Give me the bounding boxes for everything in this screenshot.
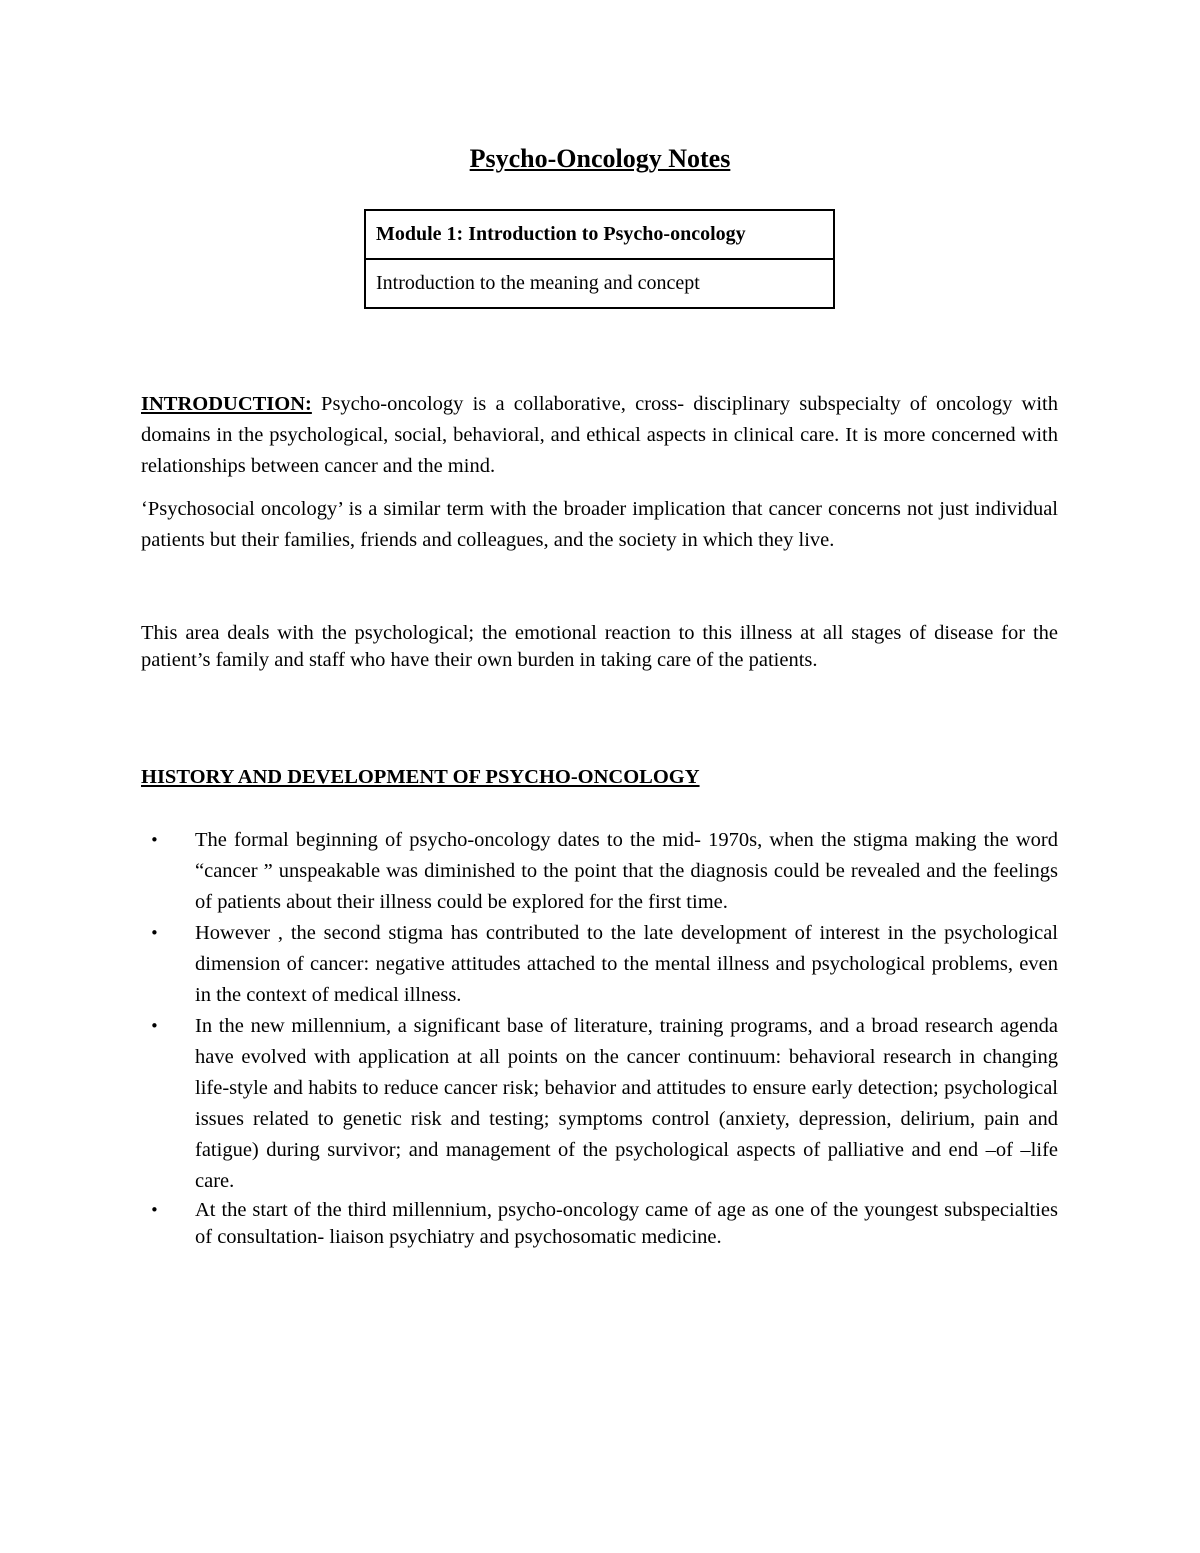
history-bullet-text: At the start of the third millennium, psycho-oncology came of age as one of the youngest subspecialties of consultation- liaison psychiatry and psychosomatic medicine. — [195, 1199, 1058, 1248]
bullet-icon: • — [150, 924, 159, 942]
history-bullet-text: In the new millennium, a significant base of literature, training programs, and a broad research agenda have evolved with application at all points on the cancer continuum: behavioral research in changing life-style and habits to reduce cancer risk; behavior and attitudes to ensure early detection; psychological issues related to genetic risk and testing; symptoms control (anxiety, depression, delirium, pain and fatigue) during survivor; and management of the psychological aspects of palliative and end –of –life care. — [195, 1015, 1058, 1192]
introduction-text: Psycho-oncology is a collaborative, cross- disciplinary subspecialty of oncology with domains in the psychological, social, behavioral, and ethical aspects in clinical care. It is more concerned with relationships between cancer and the mind. — [141, 393, 1058, 477]
area-paragraph: This area deals with the psychological; the emotional reaction to this illness at all stages of disease for the patient’s family and staff who have their own burden in taking care of the patients. — [141, 622, 1058, 671]
history-bullet-text: However , the second stigma has contributed to the late development of interest in the psychological dimension of cancer: negative attitudes attached to the mental illness and psychological problems, even in the context of medical illness. — [195, 922, 1058, 1006]
module-subtitle: Introduction to the meaning and concept — [365, 259, 834, 308]
history-bullet-item — [141, 1011, 1058, 1197]
bullet-icon: • — [150, 1201, 159, 1219]
introduction-label: INTRODUCTION: — [141, 393, 312, 415]
history-bullet-item — [141, 1197, 1058, 1251]
history-heading: HISTORY AND DEVELOPMENT OF PSYCHO-ONCOLOGY — [141, 766, 700, 788]
module-heading: Module 1: Introduction to Psycho-oncology — [365, 210, 834, 259]
psychosocial-paragraph: ‘Psychosocial oncology’ is a similar term with the broader implication that cancer concerns not just individual patients but their families, friends and colleagues, and the society in which they live. — [141, 498, 1058, 551]
history-bullet-item — [141, 825, 1058, 918]
module-subtitle-row — [365, 259, 834, 308]
history-bullet-text: The formal beginning of psycho-oncology dates to the mid- 1970s, when the stigma making the word “cancer ” unspeakable was diminished to the point that the diagnosis could be revealed and the feelings of patients about their illness could be explored for the first time. — [195, 829, 1058, 913]
history-bullet-item — [141, 918, 1058, 1011]
module-heading-row — [365, 210, 834, 259]
document-title: Psycho-Oncology Notes — [469, 144, 731, 173]
bullet-icon: • — [150, 831, 159, 849]
history-bullet-list — [141, 825, 1058, 1251]
bullet-icon: • — [150, 1017, 159, 1035]
introduction-paragraph — [141, 389, 1058, 482]
module-info-table — [364, 209, 835, 309]
